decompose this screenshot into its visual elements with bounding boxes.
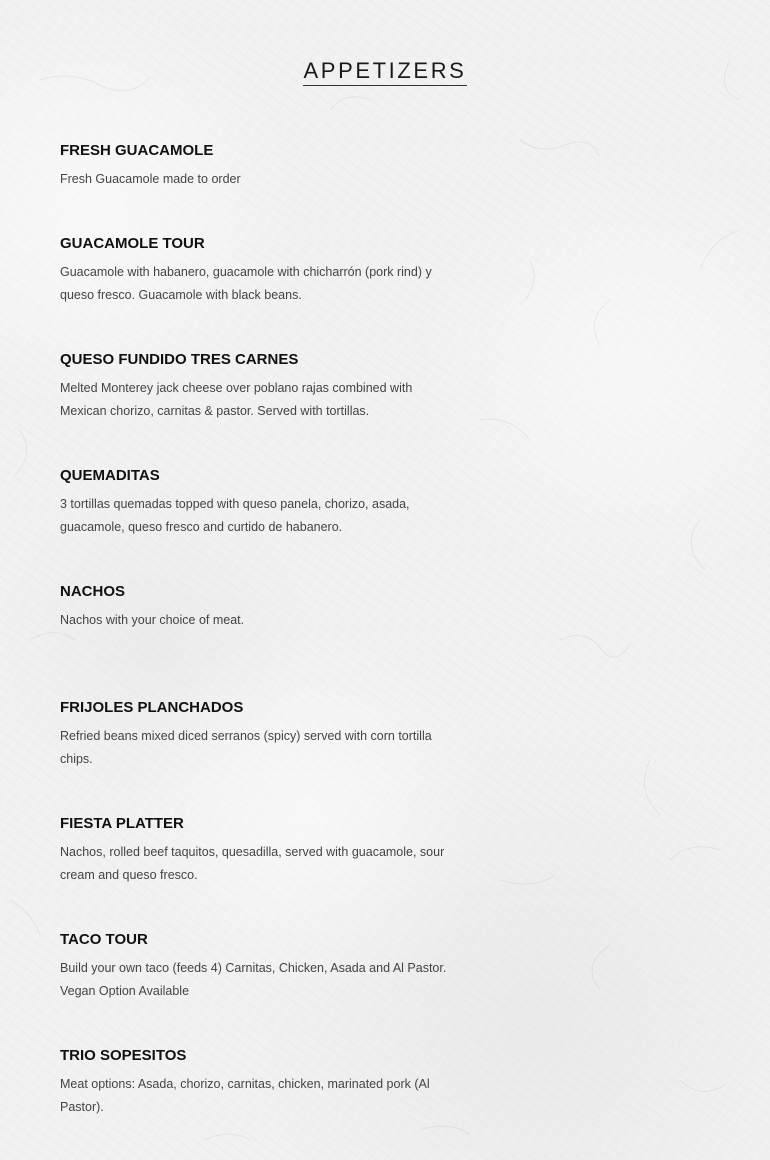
section-title [0, 49, 770, 86]
menu-item [60, 930, 460, 1046]
menu-item-name: QUESO FUNDIDO TRES CARNES [60, 351, 299, 368]
menu-item [60, 582, 460, 698]
menu-item-description: Build your own taco (feeds 4) Carnitas, Chicken, Asada and Al Pastor. Vegan Option Available [60, 961, 447, 998]
appetizers-list [60, 141, 460, 1136]
menu-item [60, 466, 460, 582]
menu-item [60, 350, 460, 466]
menu-item [60, 234, 460, 350]
menu-item-description: Meat options: Asada, chorizo, carnitas, chicken, marinated pork (Al Pastor). [60, 1077, 430, 1114]
menu-item-name: TRIO SOPESITOS [60, 1047, 187, 1064]
menu-item-name: TACO TOUR [60, 931, 148, 948]
menu-item [60, 1046, 460, 1136]
menu-item-description: Nachos, rolled beef taquitos, quesadilla, served with guacamole, sour cream and queso fresco. [60, 845, 445, 882]
menu-item-description: 3 tortillas quemadas topped with queso panela, chorizo, asada, guacamole, queso fresco and curtido de habanero. [60, 497, 410, 534]
menu-item-name: FRESH GUACAMOLE [60, 142, 214, 159]
menu-item-description: Guacamole with habanero, guacamole with chicharrón (pork rind) y queso fresco. Guacamole with black beans. [60, 265, 432, 302]
menu-item-name: QUEMADITAS [60, 467, 160, 484]
menu-item-name: FIESTA PLATTER [60, 815, 184, 832]
menu-item-name: GUACAMOLE TOUR [60, 235, 205, 252]
menu-item-description: Nachos with your choice of meat. [60, 613, 245, 627]
menu-item [60, 141, 460, 234]
menu-item-name: FRIJOLES PLANCHADOS [60, 699, 244, 716]
menu-item-name: NACHOS [60, 583, 126, 600]
section-title-text: APPETIZERS [303, 58, 468, 86]
menu-item-description: Refried beans mixed diced serranos (spicy) served with corn tortilla chips. [60, 729, 432, 766]
menu-item [60, 698, 460, 814]
menu-item [60, 814, 460, 930]
menu-item-description: Fresh Guacamole made to order [60, 172, 241, 186]
menu-item-description: Melted Monterey jack cheese over poblano rajas combined with Mexican chorizo, carnitas & pastor. Served with tortillas. [60, 381, 413, 418]
